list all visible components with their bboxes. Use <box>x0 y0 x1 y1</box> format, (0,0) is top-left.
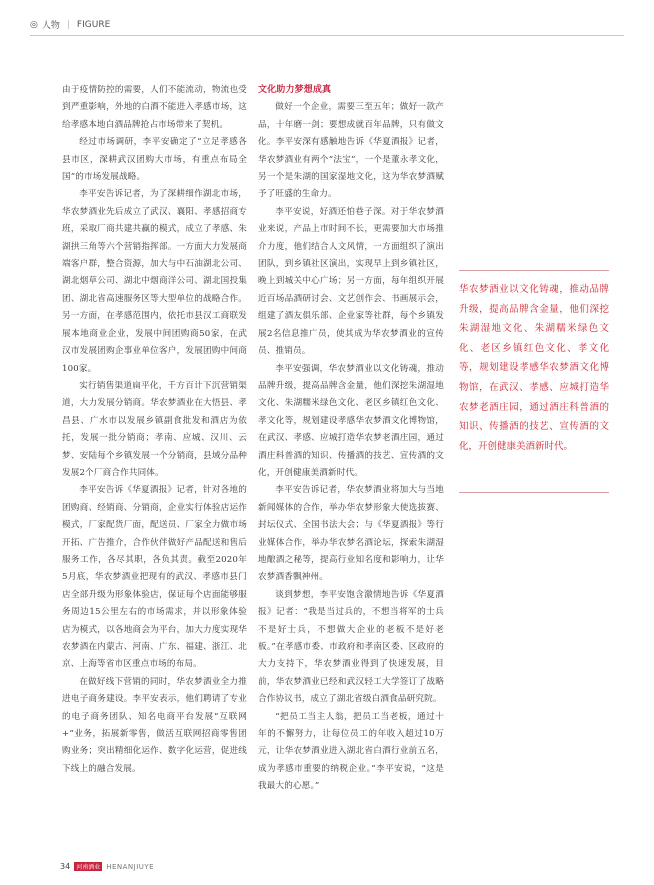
pull-quote: 华农梦酒业以文化铸魂，推动品牌升级，提高品牌含金量，他们深挖朱湖湿地文化、朱湖糯米绿色文化、老区乡镇红色文化、孝文化等，规划建设孝感华农梦酒文化博物馆，在武汉、孝感、应城打造华农梦老酒庄园，通过酒庄科普酒的知识、传播酒的技艺、宣传酒的文化，开创健康美酒新时代。 <box>459 284 609 452</box>
page-header <box>30 18 110 31</box>
paragraph: 由于疫情防控的需要，人们不能流动，物流也受到严重影响，外地的白酒不能进入孝感市场，这给孝感本地白酒品牌抢占市场带来了契机。 <box>62 85 247 130</box>
paragraph: 在做好线下营销的同时，华农梦酒业全力推进电子商务建设。李平安表示，他们聘请了专业的电子商务团队、知名电商平台发展“互联网+”业务，拓展新零售，做活互联网招商零售团购业务；突出精细化运作、数字化运营，促进线下线上的融合发展。 <box>62 676 247 774</box>
text-column-left <box>62 82 247 778</box>
page-footer <box>60 862 154 871</box>
paragraph: 谈到梦想，李平安饱含激情地告诉《华夏酒报》记者：“我是当过兵的，不想当将军的士兵不是好士兵，不想做大企业的老板不是好老板。”在孝感市委、市政府和孝南区委、区政府的大力支持下，华农梦酒业得到了快速发展，目前，华农梦酒业已经和武汉轻工大学签订了战略合作协议书，成立了湖北省级白酒食品研究院。 <box>258 589 444 705</box>
magazine-brand-en: HENANJIUYE <box>106 862 155 871</box>
magazine-brand: 河南酒业 <box>76 864 101 871</box>
section-title: 人物 <box>41 21 60 31</box>
text-column-middle <box>258 82 444 796</box>
paragraph: 李平安告诉记者，华农梦酒业将加大与当地新闻媒体的合作，举办华农梦形象大使选拔赛、封坛仪式、全国书法大会；与《华夏酒报》等行业媒体合作，举办华农梦名酒论坛，探索朱湖湿地酿酒之秘等，提高行业知名度和影响力，让华农梦酒香飘神州。 <box>258 485 444 583</box>
paragraph: 李平安告诉记者，为了深耕细作湖北市场，华农梦酒业先后成立了武汉、襄阳、孝感招商专班，采取厂商共建共赢的模式，成立了孝感、朱湖拱三角等六个营销指挥部。一方面大力发展商端客户群，整合资源，加大与中石油湖北公司、湖北烟草公司、湖北中烟商洋公司、湖北国投集团、湖北省高速服务区等大型单位的战略合作。另一方面，在孝感范围内，依托市县汉工商联发展本地商业企业，发展中间团购商50家，在武汉市发展团购企事业单位客户，发展团购中间商100家。 <box>62 189 247 374</box>
paragraph: 李平安强调，华农梦酒业以文化铸魂，推动品牌升级，提高品牌含金量，他们深挖朱湖湿地文化、朱湖糯米绿色文化、老区乡镇红色文化、孝文化等，规划建设孝感华农梦酒文化博物馆，在武汉、孝感、应城打造华农梦老酒庄园，通过酒庄科普酒的知识、传播酒的技艺、宣传酒的文化，开创健康美酒新时代。 <box>258 363 444 478</box>
circle-icon: ◎ <box>30 19 38 30</box>
paragraph: 经过市场调研，李平安确定了“立足孝感各县市区，深耕武汉团购大市场，有重点布局全国”的市场发展战略。 <box>62 137 247 183</box>
paragraph: 李平安说，好酒还怕巷子深。对于华农梦酒业来说，产品上市时间不长，更需要加大市场推介力度，他们结合人文风情，一方面组织了演出团队，到乡镇社区演出，实现早上到乡镇社区，晚上到城关中心广场；另一方面，每年组织开展近百场品酒研讨会、文艺创作会、书画展示会，组建了酒友俱乐部、企业家等社群，每个乡镇发展2名信息推广员，使其成为华农梦酒业的宣传员、推销员。 <box>258 206 444 357</box>
paragraph: 李平安告诉《华夏酒报》记者，针对各地的团购商、经销商、分销商，企业实行体验店运作模式，厂家配货厂面，配送员、厂家全力做市场开拓、广告推介，合作伙伴做好产品配送和售后服务工作，各尽其职，各负其责。截至2020年5月底，华农梦酒业把现有的武汉、孝感市县门店全部升级为形象体验店，保证每个店面能够服务周边15公里左右的市场需求，并以形象体验店为模式，以各地商会为平台，加大力度实现华农梦酒在内蒙古、河南、广东、福建、浙江、北京、上海等省市区重点市场的布局。 <box>62 485 247 670</box>
pullquote-bottom-rule <box>459 492 609 493</box>
paragraph: “把员工当主人翁，把员工当老板，通过十年的不懈努力，让每位员工的年收入超过10万元，让华农梦酒业进入湖北省白酒行业前五名，成为孝感市重要的纳税企业。”李平安说，“这是我最大的心愿。” <box>258 711 444 792</box>
header-separator: | <box>66 19 70 30</box>
header-divider <box>30 35 624 36</box>
pullquote-top-rule <box>459 270 609 271</box>
paragraph: 做好一个企业，需要三至五年；做好一款产品，十年磨一剑；要想成就百年品牌，只有做文化。李平安深有感触地告诉《华夏酒报》记者，华农梦酒业有两个“法宝”，一个是董永孝文化，另一个是朱湖的国家湿地文化，这为华农梦酒赋予了旺盛的生命力。 <box>258 102 444 200</box>
section-title-en: FIGURE <box>76 19 111 30</box>
section-subhead: 文化助力梦想成真 <box>258 85 332 95</box>
paragraph: 实行销售渠道扁平化，千方百计下沉营销渠道，大力发展分销商。华农梦酒业在大悟县、孝昌县、广水市以发展乡镇副食批发和酒店为依托，发展一批分销商；孝南、应城、汉川、云梦、安陆每个乡镇发展一个分销商，县域分品种发展2个厂商合作共同体。 <box>62 380 247 478</box>
page-number: 34 <box>60 862 71 871</box>
column-body <box>258 99 444 795</box>
